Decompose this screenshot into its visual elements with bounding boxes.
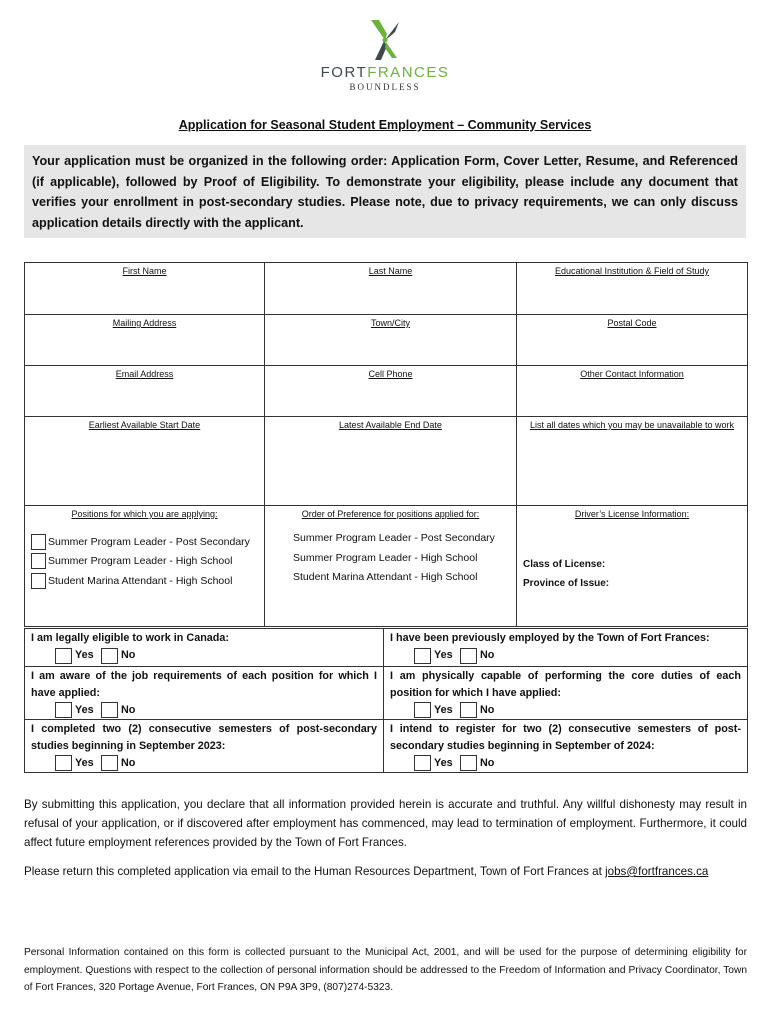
yes-no-group (390, 701, 741, 719)
mailing-address-field[interactable] (25, 315, 265, 366)
position-option[interactable] (31, 552, 264, 572)
no-label: No (121, 649, 136, 662)
cell-phone-label: Cell Phone (368, 369, 413, 379)
position-option[interactable] (31, 532, 264, 552)
position-option-label: Summer Program Leader - Post Secondary (48, 535, 250, 548)
checkbox-icon[interactable] (101, 702, 118, 718)
return-text: Please return this completed application via email to the Human Resources Department, Town of Fort Frances at (24, 865, 602, 878)
postal-code-field[interactable] (517, 315, 748, 366)
other-contact-field[interactable] (517, 366, 748, 417)
preference-list (265, 519, 516, 588)
preference-header: Order of Preference for positions applied for: (301, 509, 480, 519)
hr-email-link[interactable]: jobs@fortfrances.ca (605, 865, 709, 878)
checkbox-icon[interactable] (414, 648, 431, 664)
yes-no-group (390, 647, 741, 665)
checkbox-icon[interactable] (31, 573, 46, 589)
preference-cell[interactable] (265, 506, 517, 627)
eligibility-question (25, 629, 384, 667)
yes-no-group (31, 754, 377, 772)
question-text: I am physically capable of performing the core duties of each position for which I have applied: (390, 670, 741, 699)
email-field[interactable] (25, 366, 265, 417)
question-text: I completed two (2) consecutive semesters of post-secondary studies beginning in September 2023: (31, 723, 377, 752)
checkbox-icon[interactable] (414, 755, 431, 771)
first-name-field[interactable] (25, 263, 265, 315)
checkbox-icon[interactable] (55, 702, 72, 718)
last-name-label: Last Name (368, 266, 413, 276)
position-option[interactable] (31, 571, 264, 591)
checkbox-icon[interactable] (460, 755, 477, 771)
no-label: No (480, 756, 495, 769)
start-date-field[interactable] (25, 417, 265, 506)
education-field[interactable] (517, 263, 748, 315)
email-label: Email Address (115, 369, 174, 379)
fort-frances-leaf-icon (365, 18, 405, 62)
applicant-info-table (24, 262, 748, 627)
form-title: Application for Seasonal Student Employment – Community Services (178, 118, 592, 132)
yes-no-group (390, 754, 741, 772)
no-label: No (480, 703, 495, 716)
first-name-label: First Name (122, 266, 167, 276)
other-contact-label: Other Contact Information (580, 369, 684, 379)
question-text: I intend to register for two (2) consecutive semesters of post-secondary studies beginning in September of 2024: (390, 723, 741, 752)
eligibility-question (384, 667, 748, 720)
cell-phone-field[interactable] (265, 366, 517, 417)
town-logo (0, 18, 770, 92)
eligibility-table (24, 628, 748, 773)
unavailable-dates-label: List all dates which you may be unavailable to work (529, 420, 735, 430)
yes-label: Yes (434, 649, 453, 662)
end-date-label: Latest Available End Date (339, 420, 442, 430)
license-province-label: Province of Issue: (523, 578, 610, 589)
checkbox-icon[interactable] (460, 702, 477, 718)
no-label: No (121, 756, 136, 769)
license-cell[interactable] (517, 506, 748, 627)
preference-item: Summer Program Leader - Post Secondary (293, 532, 495, 544)
eligibility-question (384, 720, 748, 773)
positions-header: Positions for which you are applying: (71, 509, 218, 519)
privacy-notice: Personal Information contained on this form is collected pursuant to the Municipal Act, 2001, and will be used for the purpose of determining eligibility for employment. Questions with respect to the collection of personal information should be addressed to the Freedom of Information and Privacy Coordinator, Town of Fort Frances, 320 Portage Avenue, Fort Frances, ON P9A 3P9, (807)274-5323. (24, 947, 747, 993)
checkbox-icon[interactable] (101, 648, 118, 664)
preference-item: Student Marina Attendant - High School (293, 571, 478, 583)
checkbox-icon[interactable] (101, 755, 118, 771)
checkbox-icon[interactable] (31, 553, 46, 569)
positions-list (25, 519, 264, 591)
yes-label: Yes (434, 703, 453, 716)
checkbox-icon[interactable] (414, 702, 431, 718)
question-text: I am legally eligible to work in Canada: (31, 632, 229, 644)
yes-no-group (31, 701, 377, 719)
return-instructions (24, 862, 747, 881)
logo-tagline: BOUNDLESS (349, 82, 421, 92)
checkbox-icon[interactable] (31, 534, 46, 550)
yes-no-group (31, 647, 377, 665)
education-label: Educational Institution & Field of Study (554, 266, 710, 276)
declaration-text: By submitting this application, you declare that all information provided herein is accurate and truthful. Any willful dishonesty may result in refusal of your application, or if discovered after employment has commenced, may lead to termination of employment. Furthermore, it could affect future employment references provided by the Town of Fort Frances. (24, 798, 747, 849)
position-option-label: Student Marina Attendant - High School (48, 574, 233, 587)
yes-label: Yes (75, 649, 94, 662)
town-city-field[interactable] (265, 315, 517, 366)
question-text: I have been previously employed by the Town of Fort Frances: (390, 632, 710, 644)
last-name-field[interactable] (265, 263, 517, 315)
license-header: Driver’s License Information: (574, 509, 690, 519)
preference-item: Summer Program Leader - High School (293, 551, 478, 564)
no-label: No (121, 703, 136, 716)
unavailable-dates-field[interactable] (517, 417, 748, 506)
postal-code-label: Postal Code (607, 318, 657, 328)
eligibility-question (384, 629, 748, 667)
instructions-notice: Your application must be organized in the following order: Application Form, Cover Letter, Resume, and Referenced (if applicable), followed by Proof of Eligibility. To demonstrate your eligibility, please include any document that verifies your enrollment in post-secondary studies. Please note, due to privacy requirements, we can only discuss application details directly with the applicant. (24, 145, 746, 238)
question-text: I am aware of the job requirements of each position for which I have applied: (31, 670, 377, 699)
checkbox-icon[interactable] (55, 648, 72, 664)
checkbox-icon[interactable] (55, 755, 72, 771)
town-city-label: Town/City (370, 318, 410, 328)
mailing-address-label: Mailing Address (112, 318, 177, 328)
eligibility-question (25, 667, 384, 720)
yes-label: Yes (434, 756, 453, 769)
yes-label: Yes (75, 756, 94, 769)
checkbox-icon[interactable] (460, 648, 477, 664)
positions-cell (25, 506, 265, 627)
end-date-field[interactable] (265, 417, 517, 506)
eligibility-question (25, 720, 384, 773)
license-class-label: Class of License: (523, 559, 606, 570)
logo-wordmark: FORTFRANCES (320, 64, 450, 81)
position-option-label: Summer Program Leader - High School (48, 555, 233, 568)
no-label: No (480, 649, 495, 662)
start-date-label: Earliest Available Start Date (88, 420, 201, 430)
yes-label: Yes (75, 703, 94, 716)
